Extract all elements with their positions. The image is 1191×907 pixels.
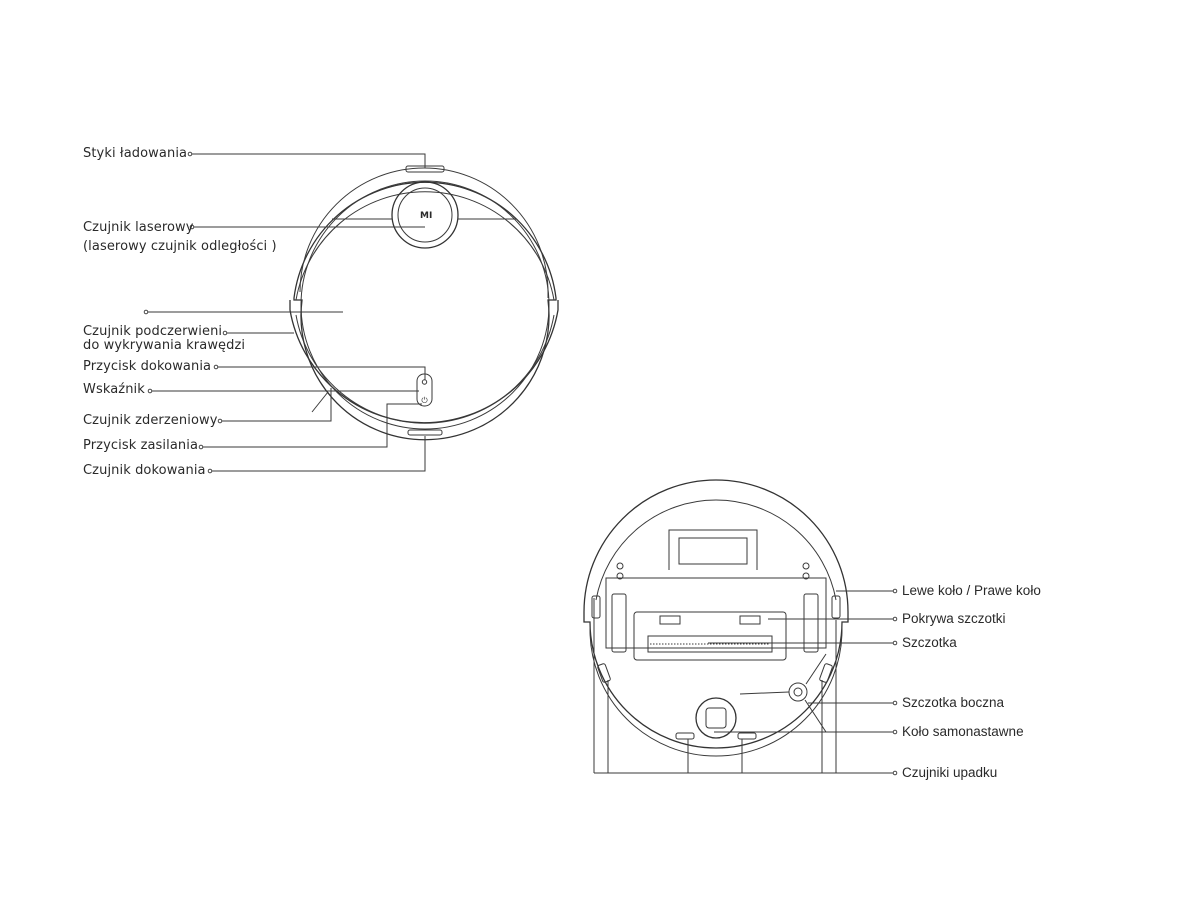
label-laser-sensor: Czujnik laserowy bbox=[83, 220, 194, 235]
label-side-brush: Szczotka boczna bbox=[902, 695, 1005, 710]
label-cliff-sensors: Czujniki upadku bbox=[902, 765, 998, 780]
label-caster-wheel: Koło samonastawne bbox=[902, 724, 1024, 739]
label-ir-edge-sensor-1: Czujnik podczerwieni bbox=[83, 324, 223, 339]
label-charging-contacts: Styki ładowania bbox=[83, 146, 188, 161]
label-indicator: Wskaźnik bbox=[83, 382, 145, 397]
label-power-button: Przycisk zasilania bbox=[83, 438, 199, 453]
bottom-leader-lines bbox=[594, 589, 897, 775]
label-brush: Szczotka bbox=[902, 635, 957, 650]
label-laser-sensor-note: (laserowy czujnik odległości ) bbox=[83, 239, 277, 254]
svg-text:⏻: ⏻ bbox=[421, 396, 428, 405]
label-dock-sensor: Czujnik dokowania bbox=[83, 463, 206, 478]
label-dock-button: Przycisk dokowania bbox=[83, 359, 212, 374]
label-ir-edge-sensor-2: do wykrywania krawędzi bbox=[83, 338, 246, 353]
label-brush-cover: Pokrywa szczotki bbox=[902, 611, 1006, 626]
left-wheel-shape bbox=[612, 594, 626, 652]
label-wheels: Lewe koło / Prawe koło bbox=[902, 583, 1041, 598]
robot-logo: MI bbox=[420, 211, 433, 221]
side-brush-hub bbox=[789, 683, 807, 701]
label-collision-sensor: Czujnik zderzeniowy bbox=[83, 413, 218, 428]
